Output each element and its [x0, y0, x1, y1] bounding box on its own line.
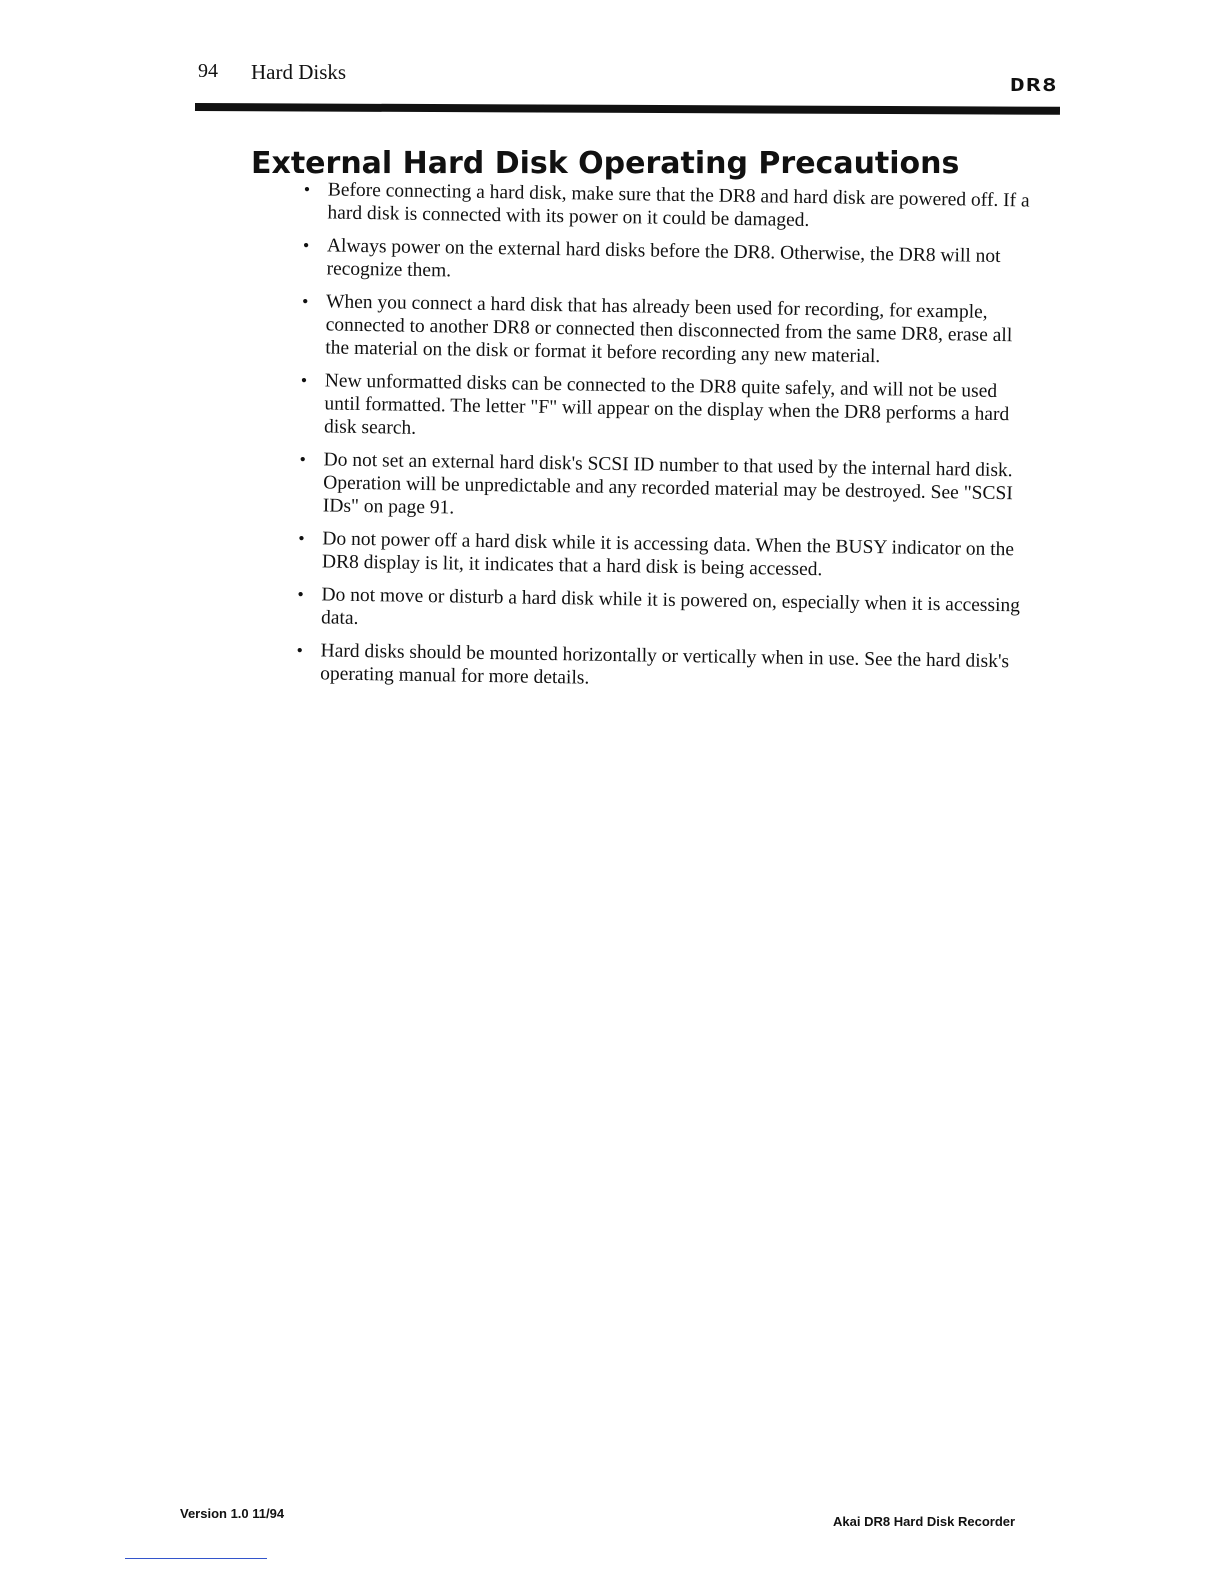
- header-rule: [195, 103, 1060, 115]
- list-item: [296, 369, 1037, 450]
- list-item-text: When you connect a hard disk that has already been used for recording, for example, connected to another DR8 or connected then disconnected from the same DR8, erase all the material on the disk or format it before recording any new material.: [325, 291, 1013, 368]
- list-item-text: Hard disks should be mounted horizontally or vertically when in use. See the hard disk's operating manual for more details.: [320, 640, 1010, 689]
- footer-version: Version 1.0 11/94: [180, 1506, 285, 1521]
- list-item: [297, 290, 1038, 371]
- page-number: 94: [198, 60, 218, 82]
- bullet-icon: •: [300, 370, 308, 391]
- page-title: External Hard Disk Operating Precautions: [251, 146, 960, 182]
- bottom-rule: [125, 1558, 267, 1559]
- list-item: [294, 527, 1035, 585]
- bullet-icon: •: [302, 235, 310, 256]
- dr8-logo: DR8: [1010, 75, 1058, 96]
- precautions-list: [292, 178, 1040, 707]
- list-item-text: Always power on the external hard disks before the DR8. Otherwise, the DR8 will not recognize them.: [326, 235, 1001, 282]
- list-item: [298, 234, 1039, 292]
- list-item-text: Before connecting a hard disk, make sure that the DR8 and hard disk are powered off. If a hard disk is connected with its power on it could be damaged.: [327, 179, 1030, 232]
- list-item: [293, 583, 1034, 641]
- bullet-icon: •: [301, 291, 309, 312]
- list-item-text: Do not power off a hard disk while it is accessing data. When the BUSY indicator on the DR8 display is lit, it indicates that a hard disk is being accessed.: [321, 528, 1015, 581]
- list-item-text: Do not move or disturb a hard disk while it is powered on, especially when it is accessing data.: [320, 584, 1021, 629]
- list-item: [299, 178, 1040, 236]
- bullet-icon: •: [298, 528, 305, 549]
- running-header-section: Hard Disks: [251, 60, 347, 84]
- bullet-icon: •: [296, 640, 304, 661]
- list-item: [292, 639, 1033, 697]
- bullet-icon: •: [297, 584, 304, 605]
- bullet-icon: •: [303, 179, 311, 200]
- list-item-text: New unformatted disks can be connected to the DR8 quite safely, and will not be used until formatted. The letter "F" will appear on the display when the DR8 performs a hard disk search.: [323, 370, 1010, 439]
- list-item: [295, 448, 1036, 529]
- list-item-text: Do not set an external hard disk's SCSI ID number to that used by the internal hard disk. Operation will be unpredictable and any recorded material may be destroyed. See "SCSI IDs" on page 91.: [322, 449, 1013, 519]
- bullet-icon: •: [299, 449, 307, 470]
- footer-product: Akai DR8 Hard Disk Recorder: [833, 1514, 1016, 1529]
